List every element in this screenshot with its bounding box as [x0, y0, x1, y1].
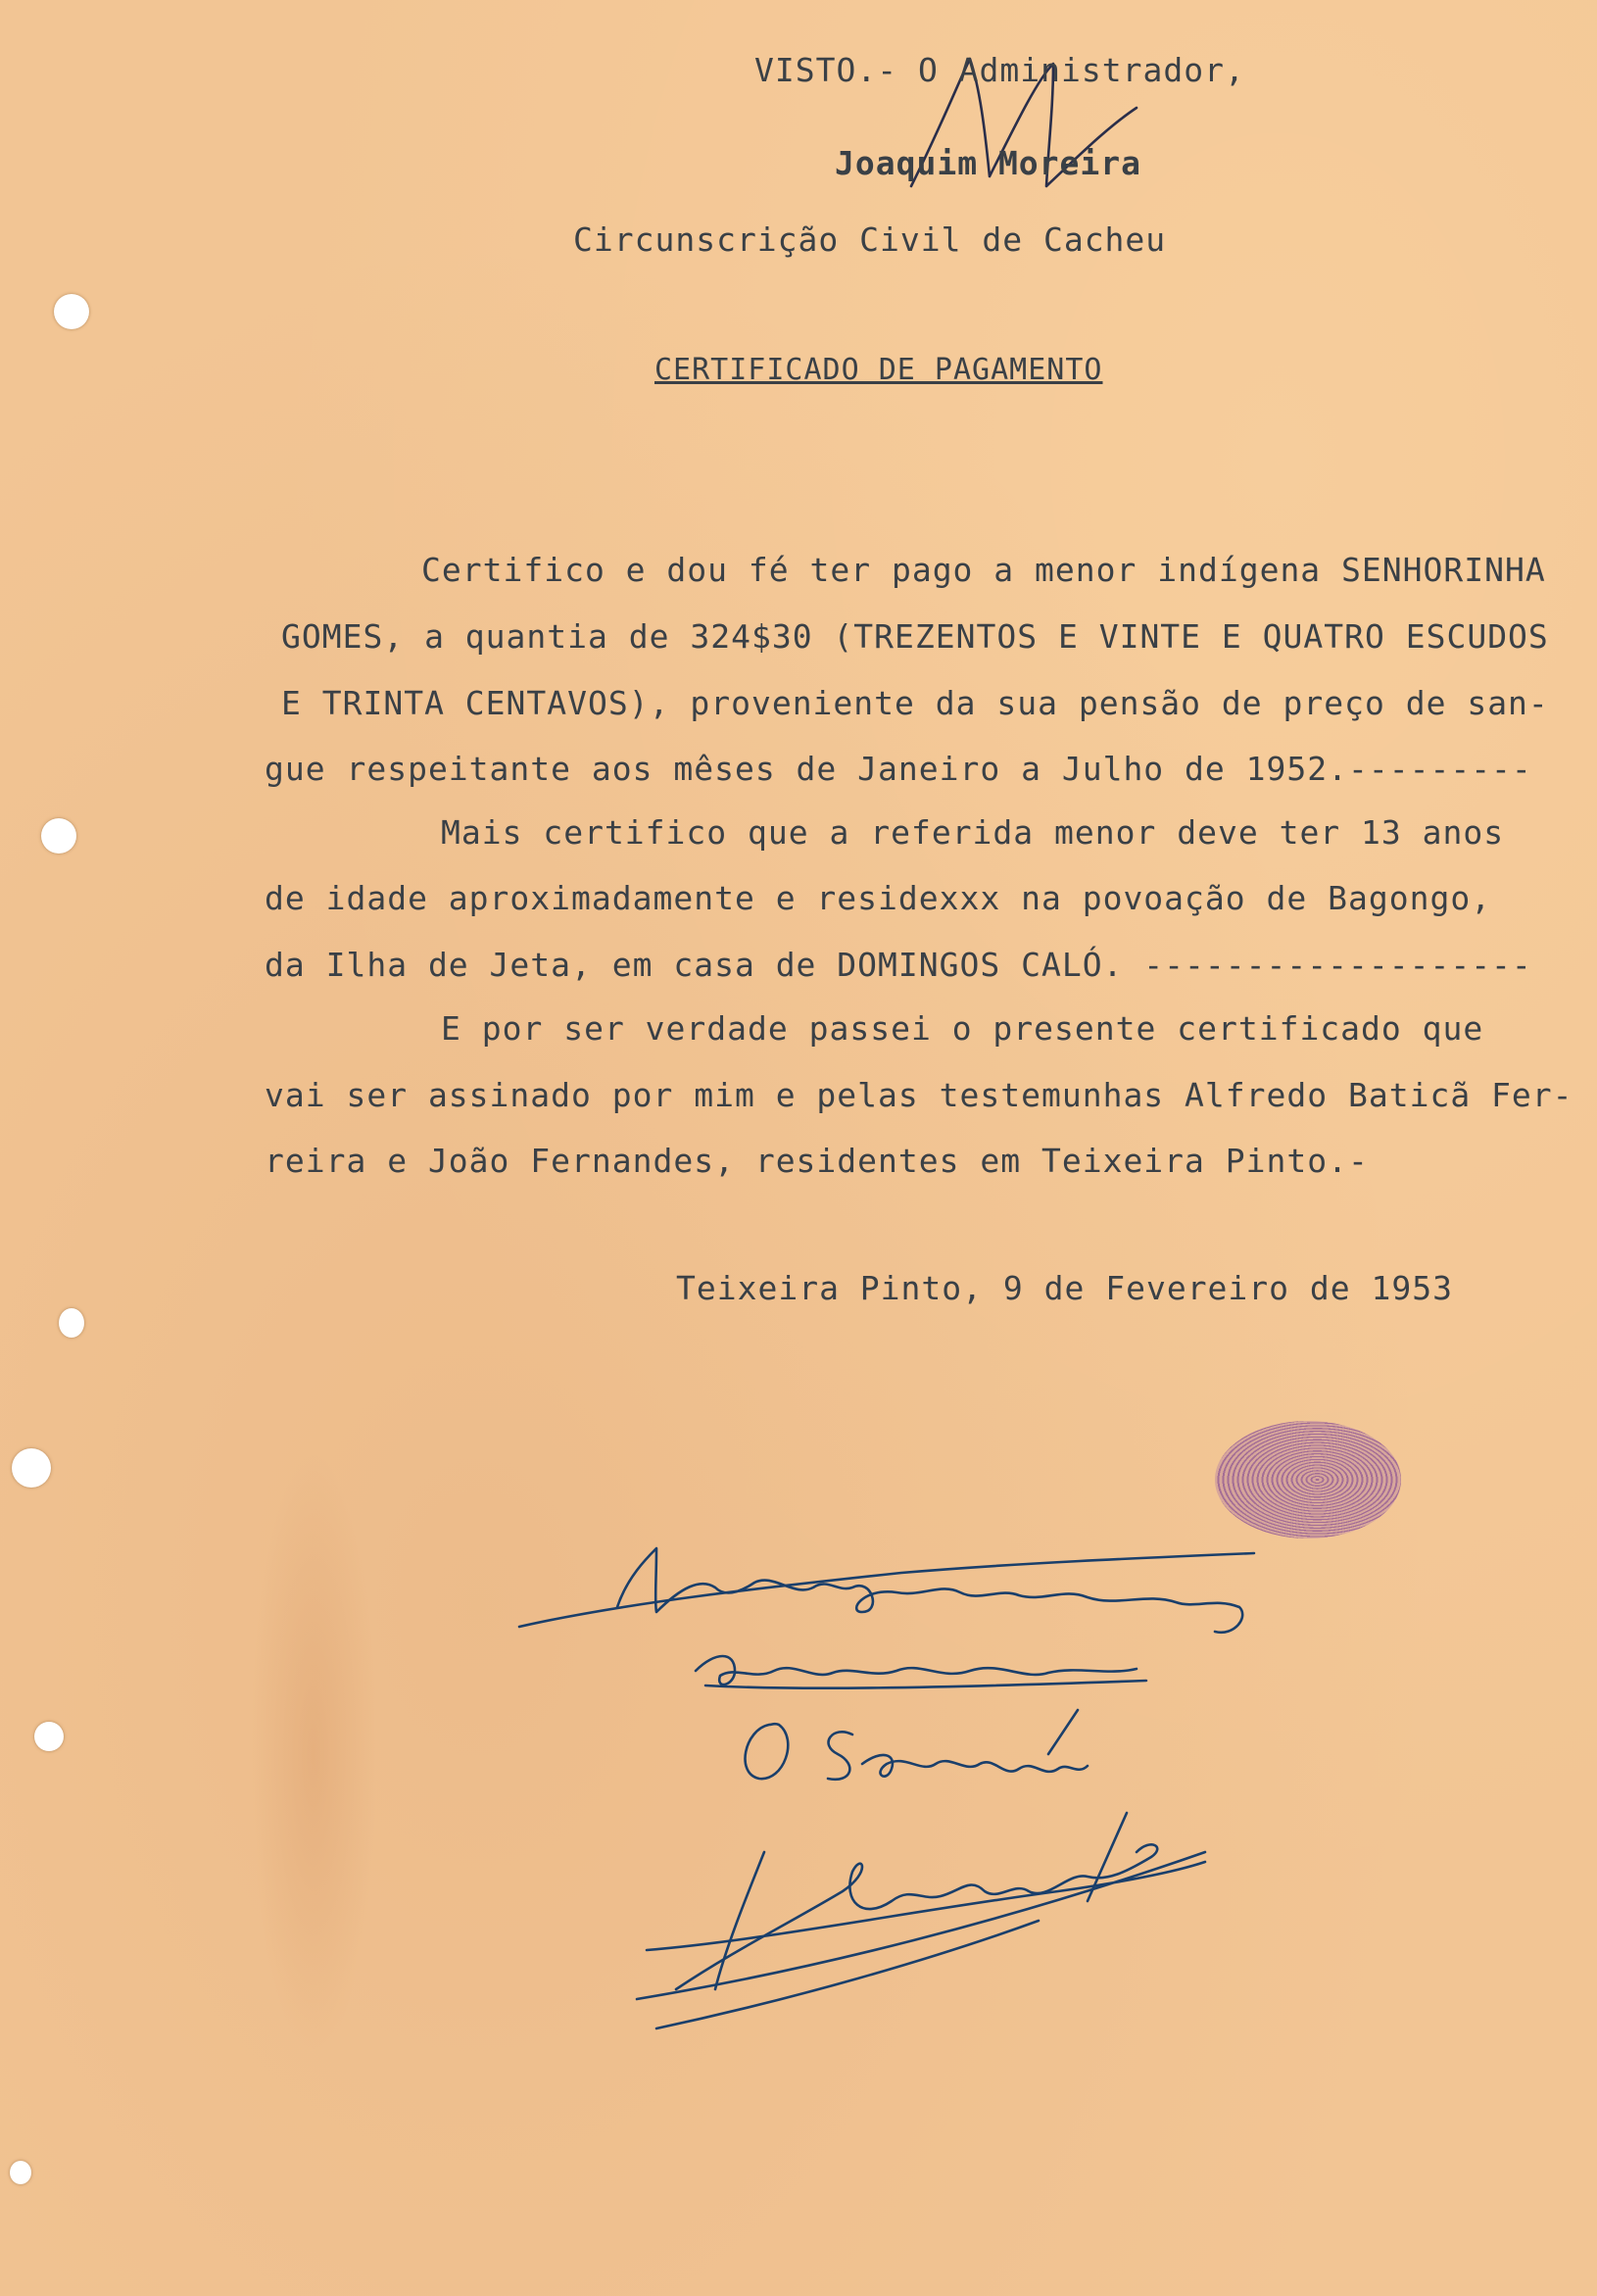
- body-line: reira e João Fernandes, residentes em Teixeira Pinto.-: [265, 1142, 1369, 1180]
- punch-hole: [34, 1722, 64, 1751]
- signature-secretary: [617, 1754, 1225, 2038]
- punch-hole: [10, 2161, 31, 2184]
- punch-hole: [54, 294, 89, 329]
- body-line: de idade aproximadamente e residexxx na povoação de Bagongo,: [265, 879, 1492, 917]
- body-line: gue respeitante aos mêses de Janeiro a Julho de 1952.---------: [265, 750, 1532, 788]
- body-line: E TRINTA CENTAVOS), proveniente da sua pensão de preço de san-: [281, 684, 1549, 722]
- punch-hole: [12, 1448, 51, 1488]
- visto-line: VISTO.- O Administrador,: [754, 51, 1245, 89]
- place-date: Teixeira Pinto, 9 de Fevereiro de 1953: [676, 1269, 1453, 1307]
- punch-hole: [59, 1308, 84, 1338]
- punch-hole: [41, 818, 76, 854]
- page-title: CERTIFICADO DE PAGAMENTO: [654, 353, 1103, 387]
- administrator-name: Joaquim Moreira: [835, 144, 1142, 182]
- paper-stain: [250, 1450, 377, 2058]
- body-line: E por ser verdade passei o presente certificado que: [441, 1009, 1484, 1048]
- office-name: Circunscrição Civil de Cacheu: [573, 220, 1167, 259]
- body-line: Mais certifico que a referida menor deve ter 13 anos: [441, 813, 1505, 852]
- body-line: da Ilha de Jeta, em casa de DOMINGOS CALÓ. -------------------: [265, 946, 1532, 984]
- body-line: vai ser assinado por mim e pelas testemunhas Alfredo Baticã Fer-: [265, 1076, 1573, 1114]
- body-line: Certifico e dou fé ter pago a menor indígena SENHORINHA: [421, 551, 1546, 589]
- body-line: GOMES, a quantia de 324$30 (TREZENTOS E VINTE E QUATRO ESCUDOS: [281, 617, 1549, 656]
